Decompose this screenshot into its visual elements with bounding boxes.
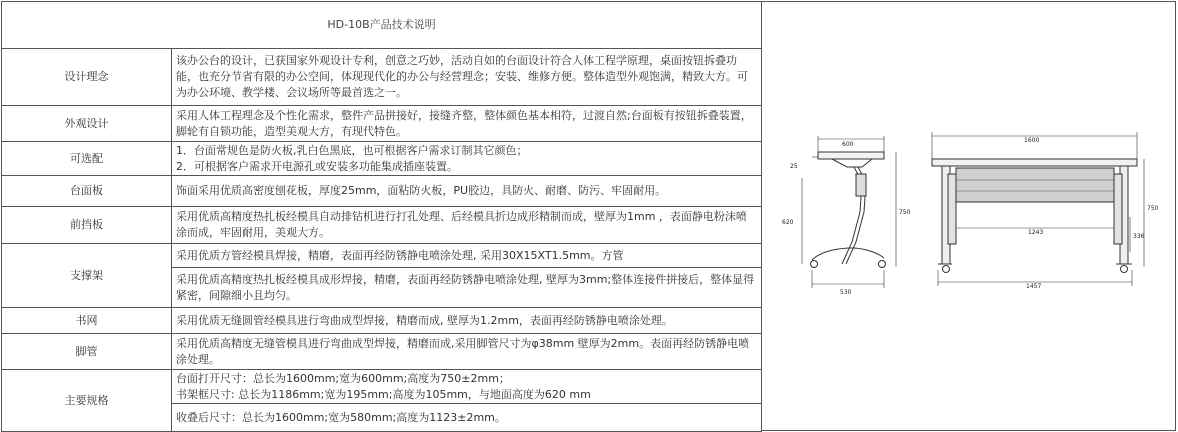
options-line-1: 1．台面常规色是防火板,乳白色黑底，也可根据客户需求订制其它颜色；	[176, 143, 528, 157]
technical-drawing-panel	[761, 1, 1176, 431]
side-thickness-label: 25	[790, 163, 798, 170]
document-title: HD-10B产品技术说明	[2, 2, 762, 49]
row-content-specs-open	[172, 370, 762, 404]
front-panel-height-label: 336	[1133, 233, 1145, 240]
row-content-leg-tube: 采用优质高精度无缝管模具进行弯曲成型焊接，精磨而成,采用脚管尺寸为φ38mm 壁厚为2mm。表面再经防锈静电喷涂处理。	[172, 334, 762, 370]
row-label-design-concept: 设计理念	[2, 49, 172, 106]
spec-table	[1, 1, 762, 432]
front-view-drawing	[932, 132, 1144, 286]
row-label-book-net: 书网	[2, 308, 172, 334]
row-content-options	[172, 142, 762, 176]
row-content-design-concept: 该办公台的设计，已获国家外观设计专利，创意之巧妙，活动自如的台面设计符合人体工程学原理，桌面按钮拆叠功能，也充分节省有限的办公空间，体现现代化的办公与经营理念；安装、维修方便。整体造型外观饱满，精致大方。可为办公环境、教学楼、会议场所等最首选之一。	[172, 49, 762, 106]
side-height-label: 750	[899, 209, 911, 216]
row-content-tabletop: 饰面采用优质高密度刨花板，厚度25mm，面粘防火板，PU胶边，具防火、耐磨、防污、牢固耐用。	[172, 176, 762, 207]
side-top-width-label: 600	[842, 141, 854, 148]
spec-bookframe-size: 书架框尺寸: 总长为1186mm;宽为195mm;高度为105mm，与地面高度为620 mm	[176, 387, 591, 401]
row-label-tabletop: 台面板	[2, 176, 172, 207]
row-label-options: 可选配	[2, 142, 172, 176]
row-content-support-frame-1: 采用优质方管经模具焊接，精磨，表面再经防锈静电喷涂处理, 采用30X15XT1.5mm。方管	[172, 244, 762, 268]
row-label-leg-tube: 脚管	[2, 334, 172, 370]
front-height-label: 750	[1147, 205, 1159, 212]
spec-open-size: 台面打开尺寸：总长为1600mm;宽为600mm;高度为750±2mm；	[176, 371, 510, 385]
row-content-specs-folded: 收叠后尺寸：总长为1600mm;宽为580mm;高度为1123±2mm。	[172, 404, 762, 432]
options-line-2: 2．可根据客户需求开电源孔或安装多功能集成插座装置。	[176, 159, 458, 173]
row-label-main-specs: 主要规格	[2, 370, 172, 432]
row-label-front-panel: 前挡板	[2, 207, 172, 244]
row-content-appearance: 采用人体工程理念及个性化需求，整件产品拼接好，接缝齐整，整体颜色基本相符，过渡自然;台面板有按钮拆叠装置，脚轮有自锁功能，造型美观大方，有现代特色。	[172, 106, 762, 142]
row-label-appearance: 外观设计	[2, 106, 172, 142]
front-base-width-label: 1457	[1026, 283, 1042, 290]
side-leg-height-label: 620	[782, 219, 794, 226]
row-label-support-frame: 支撑架	[2, 244, 172, 308]
front-top-width-label: 1600	[1024, 137, 1040, 144]
row-content-book-net: 采用优质无缝圆管经模具进行弯曲成型焊接，精磨而成, 壁厚为1.2mm，表面再经防锈静电喷涂处理。	[172, 308, 762, 334]
technical-drawing	[762, 2, 1175, 430]
row-content-support-frame-2: 采用优质高精度热扎板经模具成形焊接，精磨，表面再经防锈静电喷涂处理, 壁厚为3mm;整体连接件拼接后，整体显得紧密，间隙细小且均匀。	[172, 268, 762, 308]
side-view-drawing	[802, 136, 896, 288]
row-content-front-panel: 采用优质高精度热扎板经模具自动排钻机进行打孔处理、后经模具折边成形精制而成，壁厚为1mm ，表面静电粉沫喷涂而成，牢固耐用，美观大方。	[172, 207, 762, 244]
side-base-width-label: 530	[840, 289, 852, 296]
front-inner-width-label: 1243	[1028, 229, 1044, 236]
